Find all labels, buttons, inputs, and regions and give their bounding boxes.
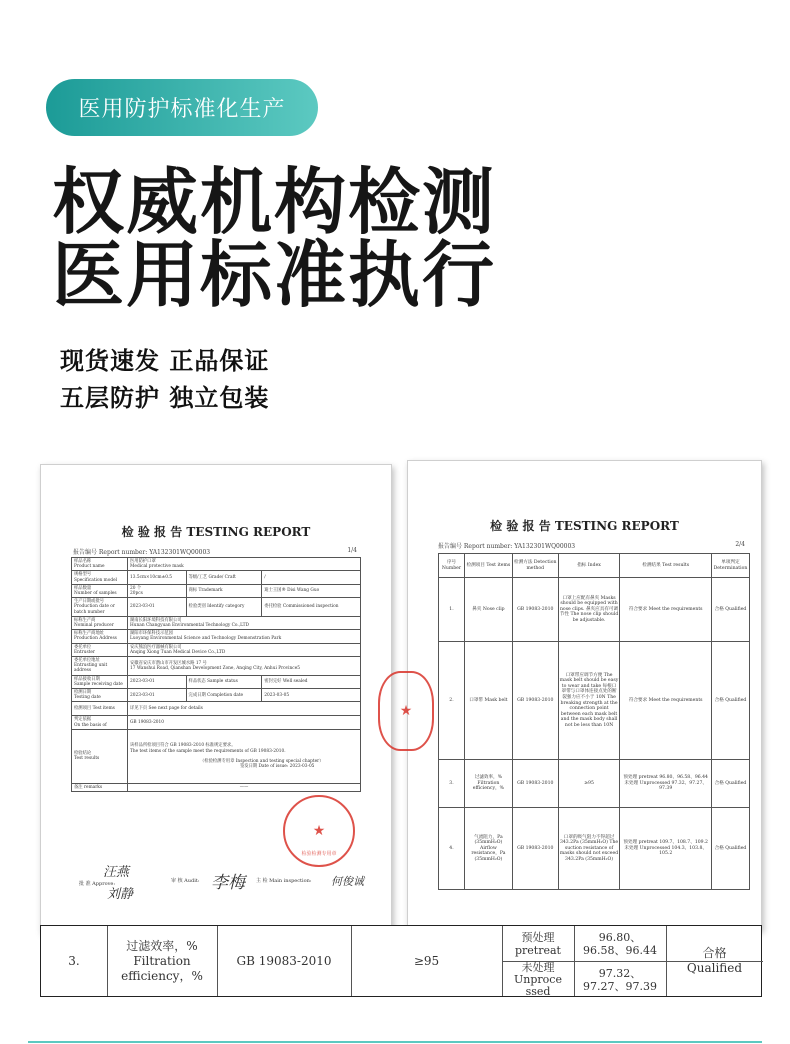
- table-row: [72, 584, 361, 597]
- zoom-method: GB 19083-2010: [236, 953, 332, 968]
- table-header-row: [439, 554, 750, 578]
- stamp-label: 检验检测专用章: [301, 851, 337, 857]
- table-cell: 气流阻力，Pa (35mmH₂O) Airflow resistance，Pa (35mmH₂O): [464, 808, 512, 890]
- field-label: 检验结论: [74, 751, 92, 757]
- report-number: 报告编号 Report number: YA132301WQ00003: [73, 549, 211, 556]
- pretreat-cn: 预处理: [521, 930, 555, 944]
- approve-label: 批 准 Approve:: [79, 881, 116, 887]
- main-inspection-label: 主 检 Main inspection:: [256, 878, 312, 884]
- field-label: Nominal producer: [74, 623, 114, 629]
- table-row: [439, 808, 750, 890]
- table-cell: 过滤效率，% Filtration efficiency，%: [464, 760, 512, 808]
- field-value: Anqing Xiong Tuan Medical Device Co.,LTD: [130, 649, 226, 655]
- page-number: 2/4: [735, 541, 745, 548]
- field-value: /: [264, 575, 266, 580]
- table-row: [72, 598, 361, 617]
- column-header: 单项判定 Determination: [711, 554, 749, 578]
- field-value: 密封完好 Well sealed: [264, 679, 308, 685]
- field-label: 检测项目: [74, 706, 92, 712]
- field-label: Test results: [74, 756, 100, 762]
- field-value: ——: [239, 784, 249, 790]
- column-header: 序号 Number: [439, 554, 465, 578]
- field-value: 签发日期 Date of issue: 2023-03-05: [240, 764, 315, 770]
- field-value: 湖南长阳环境科技有限公司: [130, 617, 182, 623]
- zoom-item-en-1: Filtration: [133, 953, 191, 968]
- category-pill: 医用防护标准化生产: [46, 79, 318, 136]
- field-label: 等级/工艺 Grade/ Craft: [188, 575, 236, 580]
- table-cell: GB 19083-2010: [512, 808, 558, 890]
- table-cell: GB 19083-2010: [512, 578, 558, 642]
- field-label: Sample receiving date: [74, 681, 123, 687]
- table-cell: 预处理 pretreat 96.80、96.58、96.44 未处理 Unprocessed 97.32、97.27、97.39: [620, 760, 712, 808]
- field-label: 样品名称: [74, 559, 92, 564]
- field-label: Entruster: [74, 649, 95, 655]
- table-row: [72, 716, 361, 729]
- pretreat-en: pretreat: [515, 943, 561, 957]
- field-label: remarks: [83, 784, 103, 790]
- star-icon: ★: [312, 823, 326, 839]
- field-value: 迪士王国® Disi Wang Guo: [264, 588, 320, 594]
- table-cell: GB 19083-2010: [512, 760, 558, 808]
- unprocessed-value-2: 97.27、97.39: [583, 980, 657, 993]
- table-cell: 预处理 pretreat 109.7、108.7、109.2 未处理 Unprocessed 104.3、103.8、105.2: [620, 808, 712, 890]
- table-row: [72, 689, 361, 702]
- table-cell: 口罩的吸气阻力不得超过 343.2Pa (35mmH₂O) The suction resistance of masks should not exceed 343.2Pa (35mmH₂O): [558, 808, 620, 890]
- page-number: 1/4: [347, 547, 357, 554]
- table-cell: 符合要求 Meet the requirements: [620, 578, 712, 642]
- report-number: 报告编号 Report number: YA132301WQ00003: [438, 543, 576, 550]
- table-row: [439, 760, 750, 808]
- field-label: 标称生产商地址: [74, 631, 105, 637]
- table-cell: 合格 Qualified: [711, 642, 749, 760]
- field-label: Test items: [92, 706, 115, 712]
- table-cell: 1.: [439, 578, 465, 642]
- result-cn: 合格: [702, 946, 727, 960]
- field-value: 湖阳市环保科技示范园: [130, 631, 173, 637]
- table-cell: 口罩带应调节方便 The mask belt should be easy to wear and take 每根口罩带与口罩体连接点处的断裂强力应不小于 10N The breaking strength at the connection point between each mask belt and the mask body shall not be less than 10N: [558, 642, 620, 760]
- field-label: 标称生产商: [74, 617, 96, 623]
- field-label: 样品数量: [74, 585, 92, 591]
- table-cell: 3.: [439, 760, 465, 808]
- table-row: [72, 616, 361, 629]
- table-cell: 合格 Qualified: [711, 808, 749, 890]
- unprocessed-en-2: ssed: [525, 985, 551, 998]
- field-value: 详见下页 See next page for details: [130, 706, 203, 712]
- field-label: 委托单位地址: [74, 658, 100, 664]
- field-label: 生产日期或批号: [74, 599, 105, 605]
- field-label: 判定依据: [74, 717, 92, 723]
- field-value: Medical protective mask: [130, 564, 184, 570]
- table-row: [72, 630, 361, 643]
- zoom-item-cn: 过滤效率，%: [126, 938, 198, 953]
- table-row: [72, 702, 361, 716]
- field-label: 检验类别 Identify category: [188, 604, 245, 610]
- field-value: 13.5cm×10cm±0.5: [130, 575, 173, 580]
- table-row: [439, 642, 750, 760]
- headline-line-2: 医用标准执行: [52, 233, 497, 317]
- table-cell: 口罩上应配有鼻夹 Masks should be equipped with nose clips. 鼻夹应具有可调节性 The nose clip should be adjustable.: [558, 578, 620, 642]
- zoom-pretreat-label: [502, 926, 574, 961]
- pretreat-value-1: 96.80、: [598, 930, 642, 944]
- field-label: 委托单位: [74, 644, 92, 650]
- table-row: [72, 643, 361, 656]
- field-label: 样品接收日期: [74, 676, 100, 682]
- table-row: [72, 729, 361, 783]
- field-value: 20pcs: [130, 591, 143, 597]
- field-value: 2023-03-01: [130, 604, 155, 610]
- test-results-table: [438, 553, 750, 890]
- audit-label: 审 核 Audit:: [171, 878, 200, 884]
- field-value: 安徽省安庆市潜山市开发区城水路 17 号: [130, 660, 207, 666]
- table-cell: GB 19083-2010: [512, 642, 558, 760]
- field-value: 安庆熊浪医疗器械有限公司: [130, 644, 182, 650]
- field-label: Product name: [74, 564, 105, 570]
- report-page-1: [40, 464, 392, 932]
- zoom-index: ≥95: [413, 953, 440, 968]
- field-label: On the basis of: [74, 722, 107, 728]
- signature-inspect: 何俊诚: [331, 875, 364, 888]
- zoomed-result-row: [40, 925, 762, 997]
- field-label: 完成日期 Completion date: [188, 692, 244, 698]
- field-value: 该样品所检项目符合 GB 19083-2010 标准规定要求。: [130, 743, 236, 749]
- zoom-item-en-2: efficiency，%: [121, 968, 203, 983]
- table-row: [439, 578, 750, 642]
- column-header: 检测项目 Test items: [464, 554, 512, 578]
- field-label: Specification model: [74, 577, 118, 583]
- field-value: 2023-03-01: [130, 692, 155, 698]
- table-cell: 口罩带 Mask belt: [464, 642, 512, 760]
- field-label: 备注: [74, 784, 83, 790]
- table-row: [72, 558, 361, 571]
- field-value: 委托检验 Commissioned inspection: [264, 604, 339, 610]
- report-page-2: [399, 460, 762, 930]
- table-cell: 合格 Qualified: [711, 760, 749, 808]
- field-label: 规格型号: [74, 572, 92, 578]
- unprocessed-cn: 未处理: [521, 961, 555, 974]
- red-official-stamp: [283, 795, 355, 867]
- star-icon: ★: [399, 703, 413, 719]
- bottom-divider: [28, 1041, 762, 1043]
- field-value: （检验检测专用章 Inspection and testing special chapter）: [200, 758, 324, 764]
- unprocessed-value-1: 97.32、: [598, 967, 642, 980]
- table-cell: 4.: [439, 808, 465, 890]
- table-cell: ≥95: [558, 760, 620, 808]
- zoom-result: [666, 926, 763, 996]
- pretreat-value-2: 96.58、96.44: [583, 943, 657, 957]
- zoom-pretreat-values: [574, 926, 666, 961]
- table-cell: 合格 Qualified: [711, 578, 749, 642]
- table-row: [72, 675, 361, 688]
- column-header: 指标 Index: [558, 554, 620, 578]
- field-label: Number of samples: [74, 591, 117, 597]
- field-label: Entrusting unit address: [74, 663, 108, 674]
- field-label: Production Address: [74, 636, 117, 642]
- field-label: 商标 Trademark: [188, 588, 223, 594]
- table-cell: 2.: [439, 642, 465, 760]
- table-row: [72, 571, 361, 584]
- signature-approve-2: 刘静: [107, 887, 134, 902]
- table-row: [72, 657, 361, 676]
- table-cell: 鼻夹 Nose clip: [464, 578, 512, 642]
- zoom-unprocessed-label: [502, 962, 574, 998]
- field-value: GB 19083-2010: [130, 720, 165, 726]
- headline-line-1: 权威机构检测: [52, 160, 497, 244]
- tagline-1: 现货速发 正品保证: [60, 347, 270, 375]
- zoom-test-item: [107, 926, 217, 996]
- field-value: 2023-03-05: [264, 692, 290, 698]
- table-cell: 符合要求 Meet the requirements: [620, 642, 712, 760]
- zoom-number: 3.: [68, 953, 80, 968]
- field-value: 17 Wanshui Road, Qianshan Development Zone, Anqing City, Anhui Province5: [130, 665, 300, 671]
- signature-audit: 李梅: [211, 873, 245, 893]
- result-en: Qualified: [686, 961, 743, 975]
- table-row: [72, 783, 361, 791]
- report-title: 检 验 报 告 TESTING REPORT: [121, 525, 311, 539]
- field-value: 20 个: [130, 585, 142, 591]
- field-value: Hunan Changyuan Environmental Technology Co.,LTD: [130, 623, 249, 629]
- report-title: 检 验 报 告 TESTING REPORT: [490, 519, 679, 533]
- field-value: The test items of the sample meet the requirements of GB 19083-2010.: [130, 748, 286, 754]
- field-label: 检测日期: [74, 690, 92, 696]
- column-header: 检测方法 Detection method: [512, 554, 558, 578]
- field-value: 2023-03-01: [130, 679, 155, 685]
- unprocessed-en-1: Unproce: [514, 973, 562, 986]
- field-label: 样品状态 Sample status: [188, 679, 238, 685]
- red-official-stamp-partial: [378, 671, 434, 751]
- column-header: 检测结果 Test results: [620, 554, 712, 578]
- report-info-table: [71, 557, 361, 792]
- field-value: Luoyang Environmental Science and Technology Demonstration Park: [130, 636, 282, 642]
- tagline-2: 五层防护 独立包装: [60, 384, 270, 412]
- field-value: 医用防护口罩: [130, 559, 156, 564]
- zoom-unprocessed-values: [574, 962, 666, 998]
- field-label: Testing date: [74, 695, 101, 701]
- signature-approve-1: 汪燕: [103, 865, 130, 880]
- field-label: Production date or batch number: [74, 604, 115, 615]
